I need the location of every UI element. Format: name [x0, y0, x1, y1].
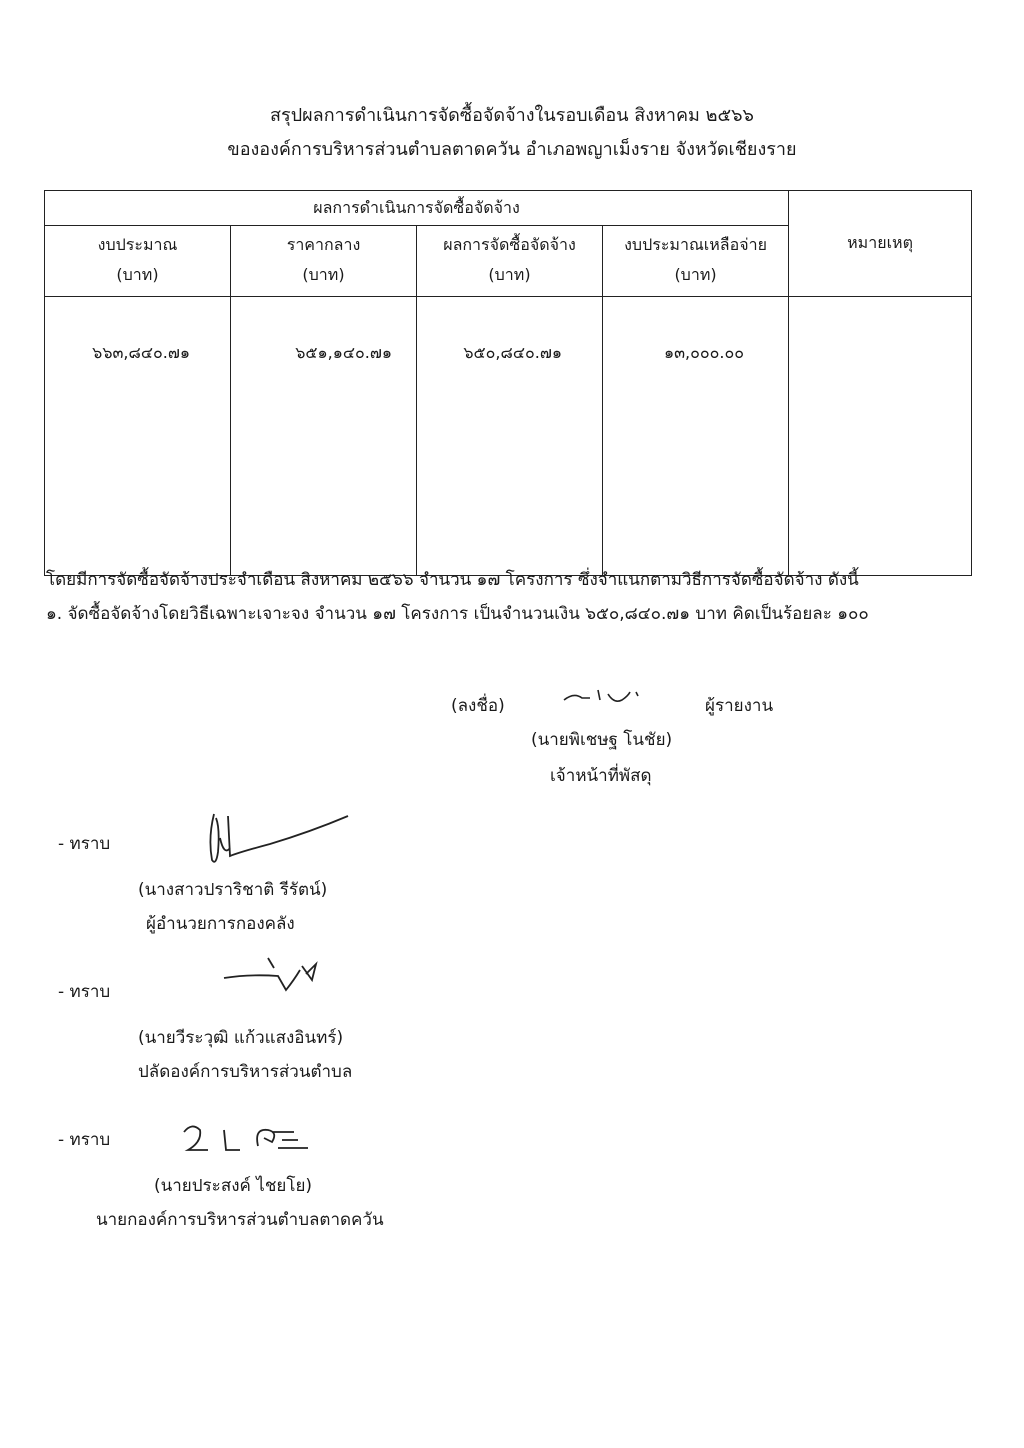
reporter-name: (นายพิเชษฐ โนชัย)	[531, 730, 673, 750]
reporter-signature	[560, 684, 650, 710]
procurement-result-value: ๖๕๐,๘๔๐.๗๑	[463, 343, 562, 362]
cell-remaining-budget	[603, 297, 789, 576]
ack-name: (นายวีระวุฒิ แก้วแสงอินทร์)	[138, 1028, 344, 1048]
ack-position: นายกองค์การบริหารส่วนตำบลตาดควัน	[96, 1210, 384, 1230]
group-header: ผลการดำเนินการจัดซื้อจัดจ้าง	[45, 191, 789, 226]
column-unit: (บาท)	[302, 265, 345, 284]
ack-name: (นางสาวปราริชาติ รีรัตน์)	[138, 880, 328, 900]
remarks-header: หมายเหตุ	[789, 191, 972, 297]
column-header-remaining-budget	[603, 226, 789, 297]
cell-median-price	[231, 297, 417, 576]
procurement-summary-table	[44, 190, 972, 576]
ack-label: - ทราบ	[58, 834, 111, 854]
reporter-role: ผู้รายงาน	[705, 696, 774, 716]
finance-director-signature	[200, 808, 360, 872]
ack-label: - ทราบ	[58, 1130, 111, 1150]
column-label: งบประมาณเหลือจ่าย	[624, 235, 767, 254]
summary-line-2: ๑. จัดซื้อจัดจ้างโดยวิธีเฉพาะเจาะจง จำนวน ๑๗ โครงการ เป็นจำนวนเงิน ๖๕๐,๘๔๐.๗๑ บาท คิดเป็นร้อยละ ๑๐๐	[46, 604, 869, 624]
column-label: งบประมาณ	[97, 235, 178, 254]
cell-procurement-result	[417, 297, 603, 576]
cell-budget	[45, 297, 231, 576]
document-title: สรุปผลการดำเนินการจัดซื้อจัดจ้างในรอบเดือน สิงหาคม ๒๕๖๖	[270, 105, 754, 126]
column-header-budget	[45, 226, 231, 297]
mayor-signature	[178, 1118, 338, 1158]
column-unit: (บาท)	[488, 265, 531, 284]
table-row	[45, 297, 972, 576]
column-unit: (บาท)	[116, 265, 159, 284]
column-header-procurement-result	[417, 226, 603, 297]
median-price-value: ๖๕๑,๑๔๐.๗๑	[295, 343, 392, 362]
budget-value: ๖๖๓,๘๔๐.๗๑	[92, 343, 190, 362]
sign-label: (ลงชื่อ)	[451, 696, 505, 716]
column-unit: (บาท)	[674, 265, 717, 284]
cell-remarks	[789, 297, 972, 576]
column-header-median-price	[231, 226, 417, 297]
ack-name: (นายประสงค์ ไชยโย)	[154, 1176, 313, 1196]
column-label: ผลการจัดซื้อจัดจ้าง	[443, 235, 576, 254]
remaining-budget-value: ๑๓,๐๐๐.๐๐	[663, 343, 745, 362]
ack-position: ผู้อำนวยการกองคลัง	[146, 914, 295, 934]
summary-line-1: โดยมีการจัดซื้อจัดจ้างประจำเดือน สิงหาคม ๒๕๖๖ จำนวน ๑๗ โครงการ ซึ่งจำแนกตามวิธีการจัดซื้อจัดจ้าง ดังนี้	[46, 570, 859, 590]
ack-label: - ทราบ	[58, 982, 111, 1002]
column-label: ราคากลาง	[286, 235, 361, 254]
document-subtitle: ขององค์การบริหารส่วนตำบลตาดควัน อำเภอพญาเม็งราย จังหวัดเชียงราย	[227, 139, 797, 160]
reporter-position: เจ้าหน้าที่พัสดุ	[550, 766, 652, 786]
ack-position: ปลัดองค์การบริหารส่วนตำบล	[138, 1062, 353, 1082]
chief-administrator-signature	[220, 950, 330, 1000]
